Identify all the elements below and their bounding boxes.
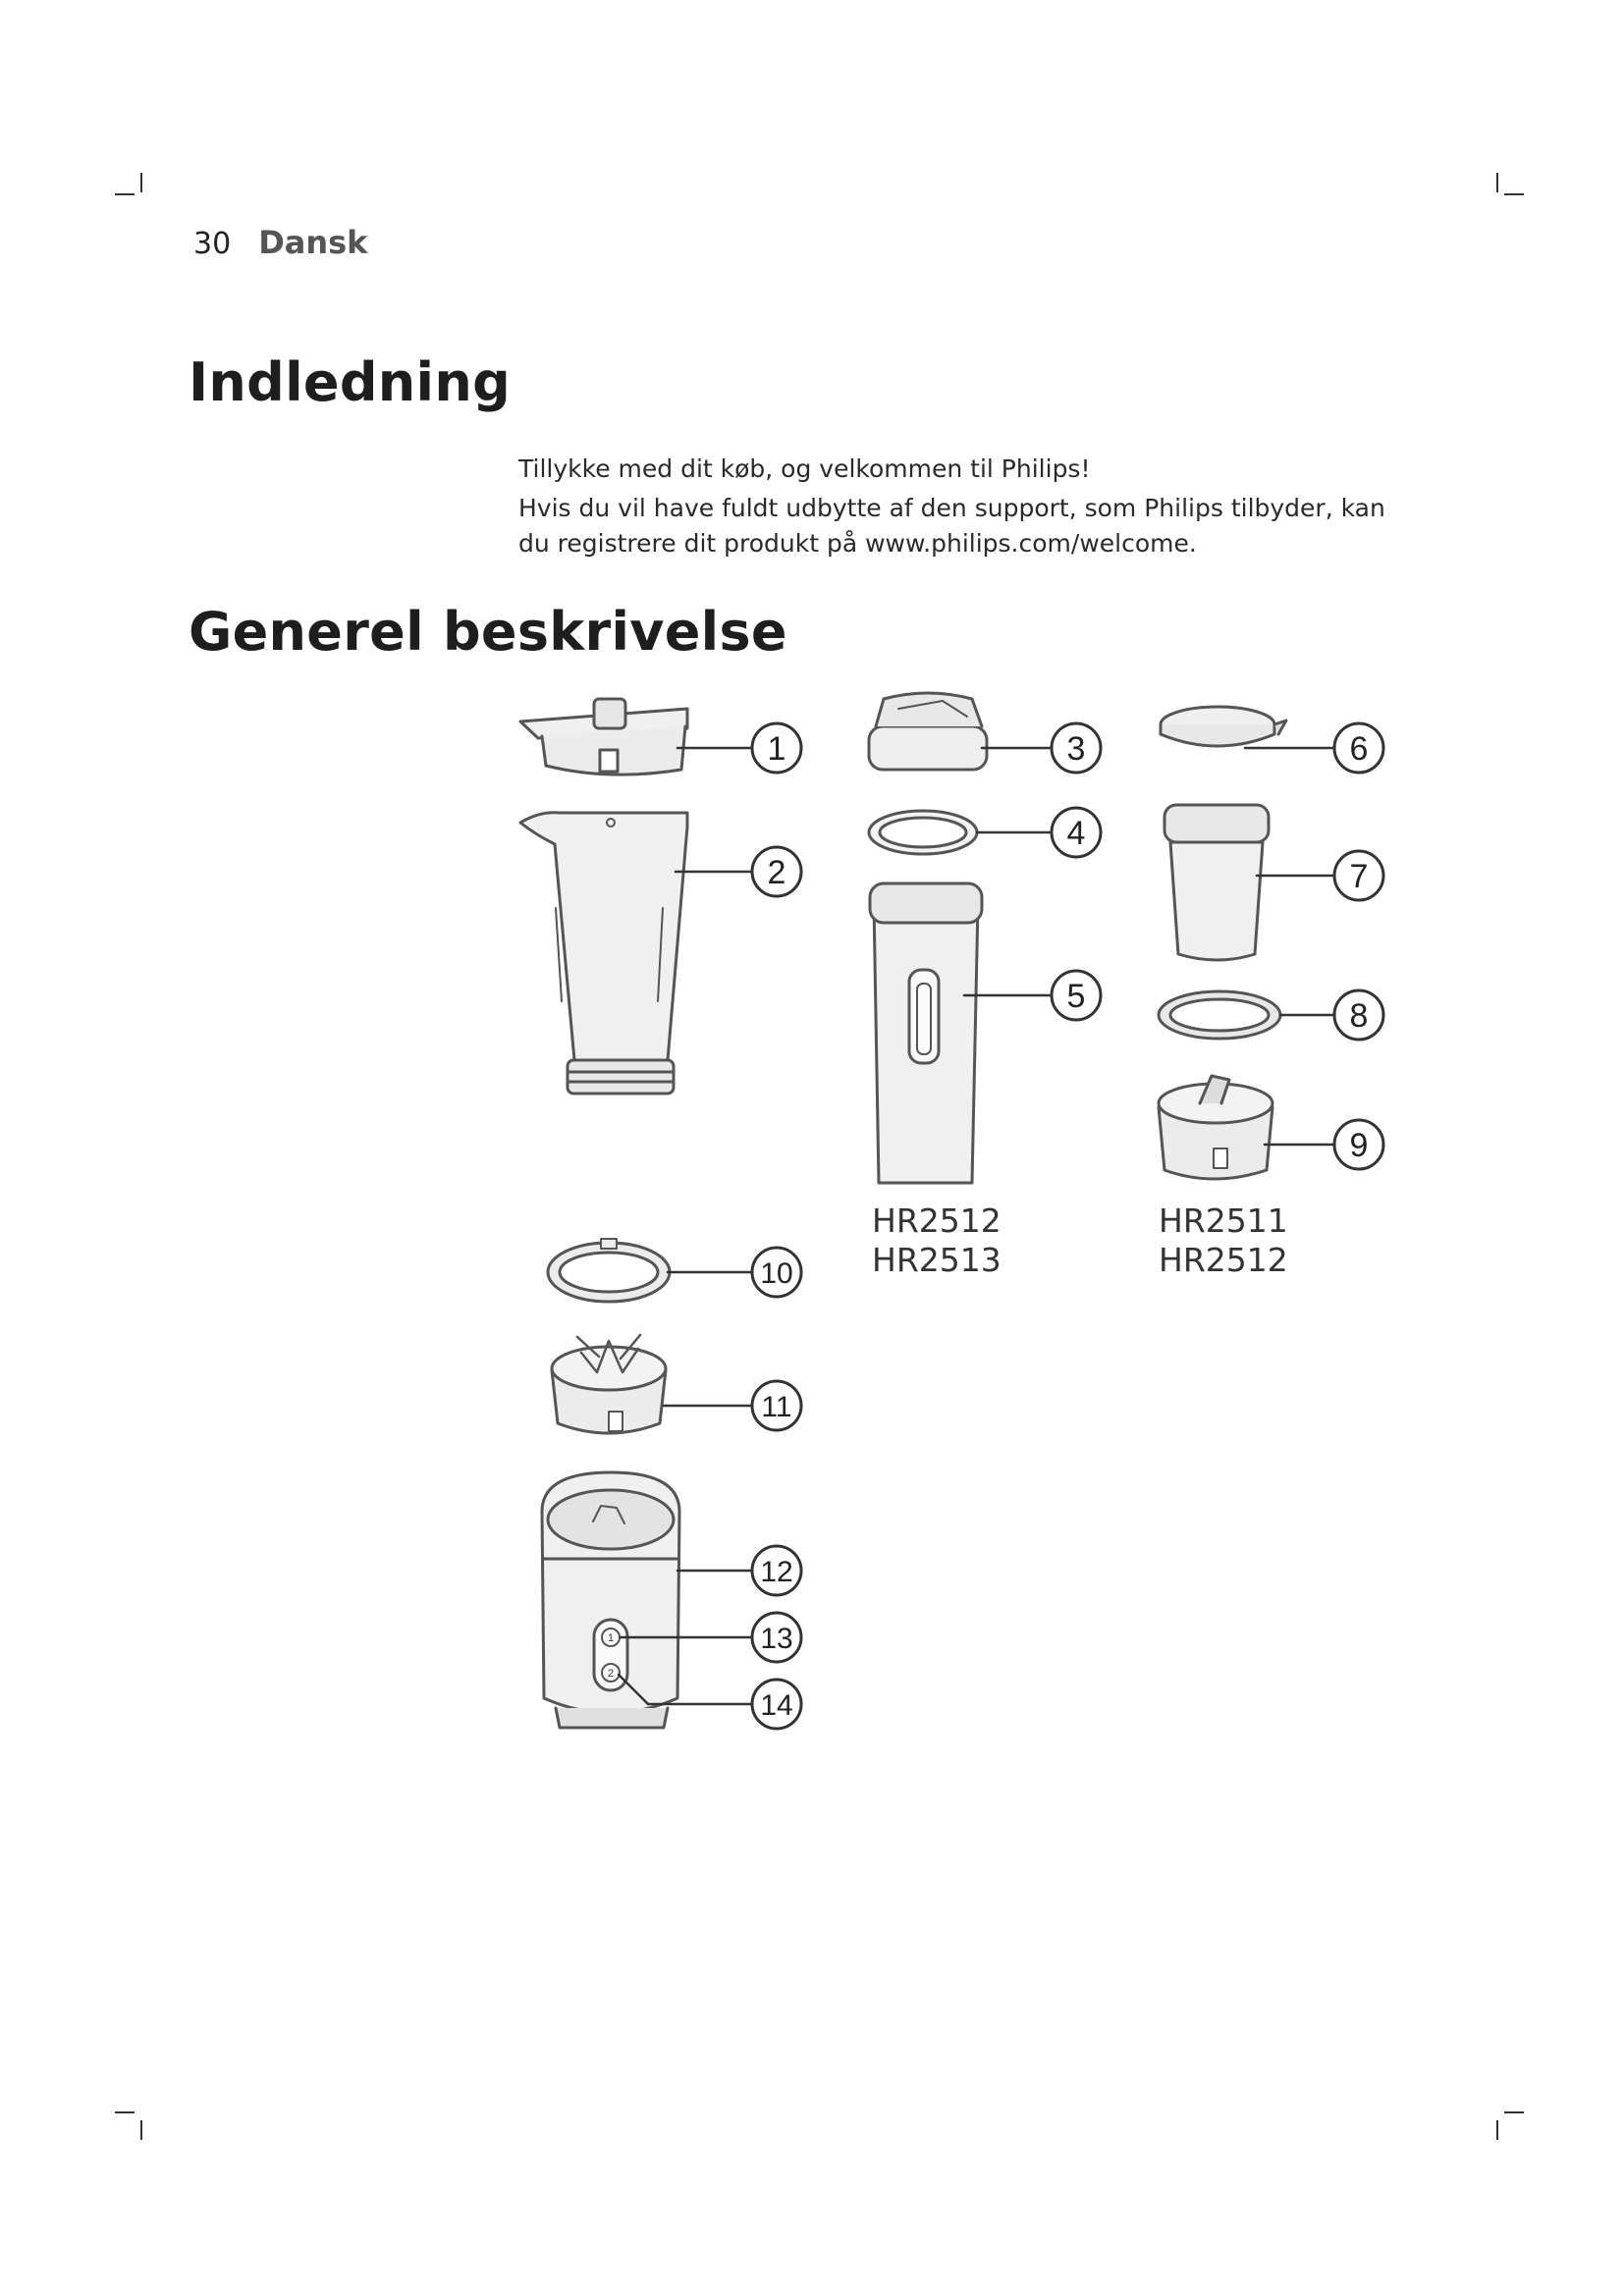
intro-heading: Indledning [189,351,512,413]
callout-11: 11 [761,1391,792,1423]
callout-12: 12 [760,1556,793,1588]
button-label-1: 1 [607,1632,615,1644]
short-cup-drawing [1164,805,1269,960]
jar-lid-drawing [520,699,687,774]
model-label: HR2513 [872,1241,1001,1279]
blade-unit-11-drawing [552,1335,666,1433]
tall-bottle-drawing [870,883,982,1183]
callout-10: 10 [760,1257,793,1290]
intro-line-2: Hvis du vil have fuldt udbytte af den support, som Philips tilbyder, kan du registrere dit produkt på www.philips.com/welcome. [518,494,1385,558]
callout-1: 1 [767,730,786,768]
callout-6: 6 [1349,730,1369,768]
model-label: HR2511 [1159,1201,1288,1240]
callout-5: 5 [1066,978,1086,1015]
callout-4: 4 [1066,815,1086,852]
blade-unit-9-drawing [1159,1076,1272,1179]
jar-drawing [520,813,687,1094]
callout-8: 8 [1349,997,1369,1035]
model-label: HR2512 [1159,1241,1288,1279]
page-number: 30 [193,227,232,261]
intro-line-1: Tillykke med dit køb, og velkommen til Philips! [518,454,1091,483]
description-heading: Generel beskrivelse [189,601,787,663]
small-lid-drawing [1161,707,1286,746]
model-label: HR2512 [872,1201,1001,1240]
motor-unit-drawing [542,1472,679,1728]
callout-13: 13 [760,1623,793,1655]
callout-2: 2 [767,854,786,891]
callout-14: 14 [760,1689,793,1722]
callout-9: 9 [1349,1127,1369,1164]
drink-lid-drawing [869,693,987,770]
callout-7: 7 [1349,858,1369,895]
callout-3: 3 [1066,730,1086,768]
model-group-2 [1159,1201,1288,1280]
model-group-1 [872,1201,1001,1280]
button-label-2: 2 [607,1668,615,1680]
language-label: Dansk [258,224,368,261]
